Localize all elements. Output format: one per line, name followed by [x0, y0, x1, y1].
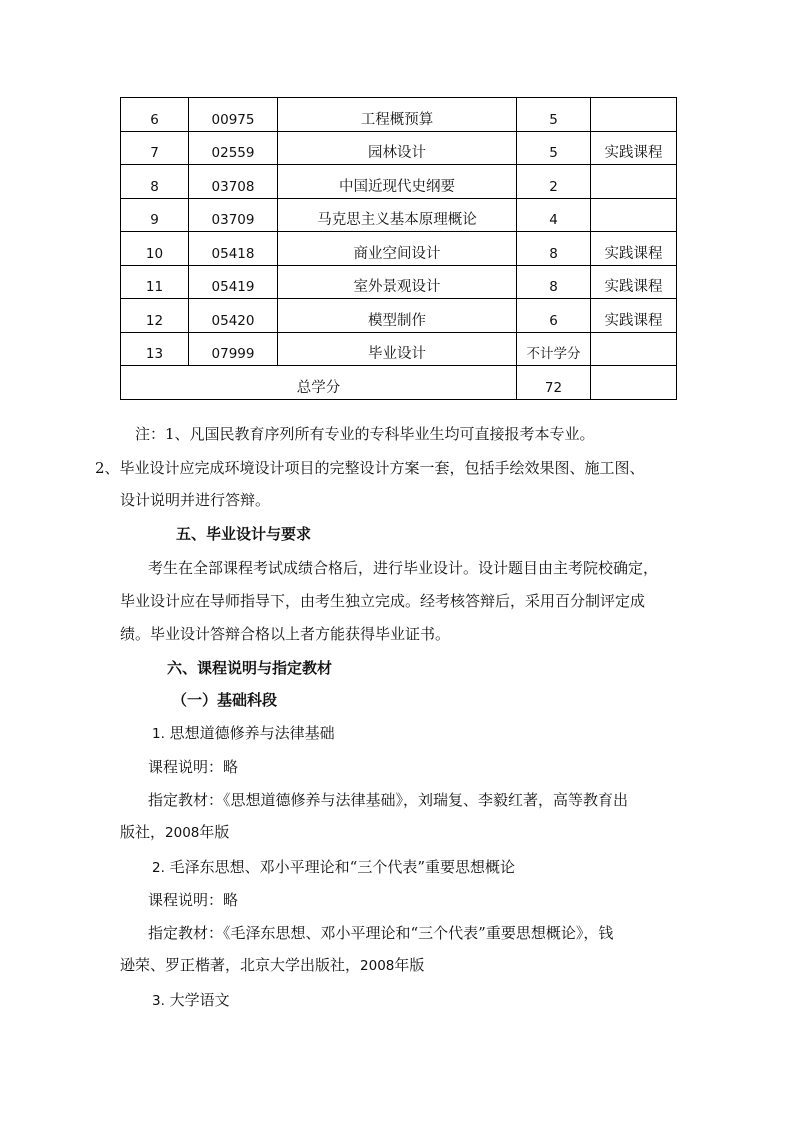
cell-remark: [591, 165, 677, 199]
course-2-edition: 年版: [394, 956, 425, 974]
cell-number: 13: [121, 332, 189, 366]
cell-remark: 实践课程: [591, 265, 677, 299]
course-2-year: 2008: [360, 958, 395, 974]
cell-number: 11: [121, 265, 189, 299]
section-5-para-line-3: 绩。毕业设计答辩合格以上者方能获得毕业证书。: [120, 625, 451, 643]
table-row: [121, 332, 677, 366]
table-row: [121, 232, 677, 266]
cell-remark: 实践课程: [591, 131, 677, 165]
cell-number: 6: [121, 98, 189, 132]
course-2-textbook-line-1: 指定教材：《毛泽东思想、邓小平理论和“三个代表”重要思想概论》，钱: [148, 924, 614, 942]
cell-number: 9: [121, 198, 189, 232]
course-2-publisher: 逊荣、罗正楷著，北京大学出版社，: [120, 956, 361, 974]
table-total-row: [121, 366, 677, 400]
course-table-body: [121, 98, 677, 400]
note-2-line-2: 设计说明并进行答辩。: [120, 491, 271, 509]
table-row: [121, 165, 677, 199]
cell-course-code: 02559: [189, 131, 278, 165]
course-3-title-text: 大学语文: [169, 991, 230, 1009]
cell-credit: 8: [517, 265, 591, 299]
cell-number: 8: [121, 165, 189, 199]
cell-remark: 实践课程: [591, 299, 677, 333]
note-1: 注：1、凡国民教育序列所有专业的专科毕业生均可直接报考本专业。: [135, 425, 595, 443]
cell-remark: [591, 198, 677, 232]
cell-course-code: 05420: [189, 299, 278, 333]
course-1-textbook-line-1: 指定教材：《思想道德修养与法律基础》，刘瑞复、李毅红著，高等教育出: [148, 791, 629, 809]
course-1-edition: 年版: [199, 823, 230, 841]
total-credits-value: 72: [517, 366, 591, 400]
cell-course-code: 00975: [189, 98, 278, 132]
course-1-textbook-line-2: [120, 822, 229, 843]
table-row: [121, 98, 677, 132]
cell-course-name: 工程概预算: [278, 98, 517, 132]
course-2-title-text: 毛泽东思想、邓小平理论和“三个代表”重要思想概论: [169, 858, 516, 876]
section-5-para-line-2: 毕业设计应在导师指导下，由考生独立完成。经考核答辩后，采用百分制评定成: [120, 592, 646, 610]
cell-course-code: 05418: [189, 232, 278, 266]
course-1-publisher: 版社，: [120, 823, 166, 841]
course-3-title: [152, 990, 230, 1011]
cell-course-name: 毕业设计: [278, 332, 517, 366]
course-1-title: [152, 723, 335, 744]
cell-course-code: 07999: [189, 332, 278, 366]
course-1-title-text: 思想道德修养与法律基础: [169, 724, 335, 742]
note-2-line-1: 2、毕业设计应完成环境设计项目的完整设计方案一套，包括手绘效果图、施工图、: [95, 459, 645, 477]
course-table: [120, 97, 677, 400]
cell-course-code: 03708: [189, 165, 278, 199]
cell-course-name: 中国近现代史纲要: [278, 165, 517, 199]
cell-course-name: 模型制作: [278, 299, 517, 333]
section-6-subheading: （一）基础科段: [172, 691, 278, 709]
course-3-number: 3.: [152, 993, 165, 1009]
cell-course-name: 园林设计: [278, 131, 517, 165]
cell-credit: 5: [517, 131, 591, 165]
cell-number: 7: [121, 131, 189, 165]
course-1-year: 2008: [165, 825, 200, 841]
cell-remark: 实践课程: [591, 232, 677, 266]
cell-credit: 6: [517, 299, 591, 333]
cell-credit: 5: [517, 98, 591, 132]
course-2-description: 课程说明：略: [148, 891, 239, 909]
table-row: [121, 198, 677, 232]
course-1-number: 1.: [152, 726, 165, 742]
cell-course-code: 05419: [189, 265, 278, 299]
cell-credit: 不计学分: [517, 332, 591, 366]
cell-course-code: 03709: [189, 198, 278, 232]
course-1-description: 课程说明：略: [148, 758, 239, 776]
table-row: [121, 299, 677, 333]
cell-remark: [591, 332, 677, 366]
cell-credit: 8: [517, 232, 591, 266]
total-credits-label: 总学分: [121, 366, 517, 400]
cell-number: 10: [121, 232, 189, 266]
section-5-para-line-1: 考生在全部课程考试成绩合格后，进行毕业设计。设计题目由主考院校确定，: [148, 559, 659, 577]
cell-course-name: 马克思主义基本原理概论: [278, 198, 517, 232]
cell-course-name: 商业空间设计: [278, 232, 517, 266]
cell-remark: [591, 98, 677, 132]
cell-credit: 4: [517, 198, 591, 232]
course-2-number: 2.: [152, 860, 165, 876]
total-remark: [591, 366, 677, 400]
cell-credit: 2: [517, 165, 591, 199]
cell-course-name: 室外景观设计: [278, 265, 517, 299]
section-5-heading: 五、毕业设计与要求: [176, 525, 312, 543]
cell-number: 12: [121, 299, 189, 333]
course-2-title: [152, 857, 515, 878]
table-row: [121, 265, 677, 299]
table-row: [121, 131, 677, 165]
course-2-textbook-line-2: [120, 955, 424, 976]
section-6-heading: 六、课程说明与指定教材: [167, 659, 333, 677]
